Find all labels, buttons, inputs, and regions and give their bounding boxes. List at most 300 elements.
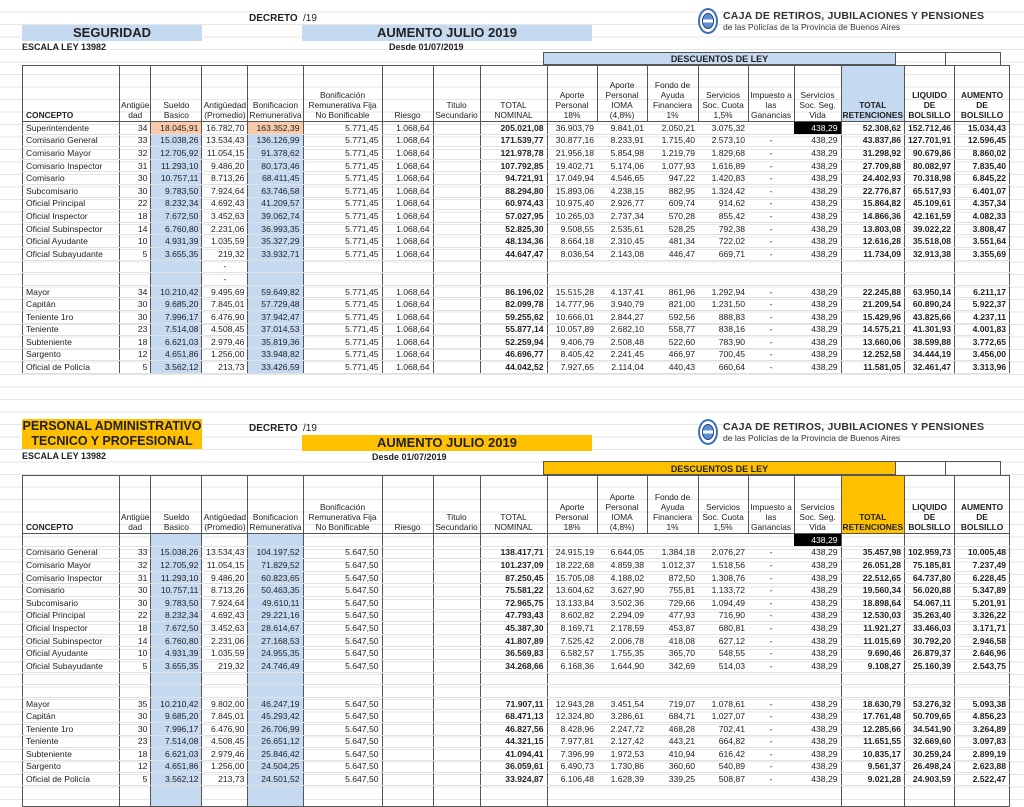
cell-fondo-ayuda[interactable]: 477,93 — [647, 609, 698, 622]
cell-total-nominal[interactable]: 45.387,30 — [480, 622, 547, 635]
cell-titulo-secundario[interactable] — [433, 685, 480, 698]
cell-impuesto-ganancias[interactable]: - — [748, 773, 794, 786]
cell-bonificacion-fija[interactable]: 5.647,50 — [303, 609, 382, 622]
cell-riesgo[interactable] — [382, 710, 433, 723]
cell-servicios-seg-vida[interactable]: 438,29 — [794, 323, 841, 336]
cell-riesgo[interactable] — [382, 534, 433, 547]
cell-total-nominal[interactable]: 44.042,52 — [480, 361, 547, 374]
cell-total-nominal[interactable] — [480, 273, 547, 286]
cell-sueldo-basico[interactable]: 10.757,11 — [151, 172, 202, 185]
cell-antiguedad-promedio[interactable]: 7.845,01 — [202, 710, 248, 723]
cell-impuesto-ganancias[interactable]: - — [748, 184, 794, 197]
cell-bonificacion-remunerativa[interactable]: 71.829,52 — [248, 559, 303, 572]
cell-titulo-secundario[interactable] — [433, 298, 480, 311]
cell-riesgo[interactable]: 1.068,64 — [382, 247, 433, 260]
cell-aumento-bolsillo[interactable]: 2.646,96 — [955, 647, 1010, 660]
cell-liquido-bolsillo[interactable]: 34.541,90 — [905, 722, 955, 735]
cell-aumento-bolsillo[interactable]: 5.201,91 — [955, 596, 1010, 609]
cell-antiguedad-promedio[interactable]: 6.476,90 — [202, 310, 248, 323]
cell-aumento-bolsillo[interactable]: 6.401,07 — [955, 184, 1010, 197]
cell-titulo-secundario[interactable] — [433, 609, 480, 622]
cell-servicios-seg-vida[interactable]: 438,29 — [794, 659, 841, 672]
cell-bonificacion-fija[interactable] — [303, 273, 382, 286]
cell-titulo-secundario[interactable] — [433, 197, 480, 210]
cell-riesgo[interactable] — [382, 634, 433, 647]
cell-sueldo-basico[interactable]: 18.045,91 — [151, 122, 202, 135]
cell-bonificacion-remunerativa[interactable]: 37.014,53 — [248, 323, 303, 336]
cell-bonificacion-fija[interactable] — [303, 785, 382, 806]
cell-total-retenciones[interactable]: 19.560,34 — [841, 584, 905, 597]
col-header-riesgo[interactable]: Riesgo — [382, 476, 433, 534]
cell-total-nominal[interactable]: 138.417,71 — [480, 546, 547, 559]
cell-fondo-ayuda[interactable]: 1.715,40 — [647, 134, 698, 147]
cell-servicios-seg-vida[interactable]: 438,29 — [794, 735, 841, 748]
cell-concepto[interactable]: Sargento — [23, 760, 120, 773]
cell-aporte-personal[interactable]: 17.049,94 — [547, 172, 597, 185]
cell-sueldo-basico[interactable]: 10.757,11 — [151, 584, 202, 597]
cell-servicios-seg-vida[interactable]: 438,29 — [794, 722, 841, 735]
cell-sueldo-basico[interactable] — [151, 672, 202, 685]
cell-liquido-bolsillo[interactable]: 42.161,59 — [905, 210, 955, 223]
cell-titulo-secundario[interactable] — [433, 748, 480, 761]
cell-impuesto-ganancias[interactable] — [748, 122, 794, 135]
cell-aporte-ioma[interactable]: 8.233,91 — [597, 134, 647, 147]
cell-total-nominal[interactable]: 41.807,89 — [480, 634, 547, 647]
cell-antiguedad[interactable]: 5 — [120, 773, 151, 786]
cell-aporte-ioma[interactable]: 9.841,01 — [597, 122, 647, 135]
cell-sueldo-basico[interactable]: 4.651,86 — [151, 760, 202, 773]
cell-fondo-ayuda[interactable]: 1.384,18 — [647, 546, 698, 559]
col-header-servicios-cuota[interactable]: Servicios Soc. Cuota 1,5% — [698, 66, 748, 122]
cell-bonificacion-fija[interactable]: 5.771,45 — [303, 247, 382, 260]
cell-titulo-secundario[interactable] — [433, 571, 480, 584]
cell-total-retenciones[interactable]: 12.252,58 — [841, 348, 905, 361]
cell-total-retenciones[interactable]: 22.512,65 — [841, 571, 905, 584]
cell-antiguedad[interactable]: 12 — [120, 760, 151, 773]
cell-total-nominal[interactable]: 94.721,91 — [480, 172, 547, 185]
cell-concepto[interactable]: Comisario — [23, 584, 120, 597]
cell-servicios-seg-vida[interactable]: 438,29 — [794, 247, 841, 260]
cell-total-nominal[interactable]: 205.021,08 — [480, 122, 547, 135]
cell-bonificacion-remunerativa[interactable]: 91.378,62 — [248, 147, 303, 160]
cell-liquido-bolsillo[interactable]: 25.160,39 — [905, 659, 955, 672]
cell-antiguedad-promedio[interactable]: 4.508,45 — [202, 323, 248, 336]
cell-antiguedad[interactable] — [120, 534, 151, 547]
cell-riesgo[interactable]: 1.068,64 — [382, 172, 433, 185]
cell-concepto[interactable]: Oficial Principal — [23, 609, 120, 622]
cell-total-nominal[interactable]: 88.294,80 — [480, 184, 547, 197]
cell-titulo-secundario[interactable] — [433, 159, 480, 172]
cell-liquido-bolsillo[interactable]: 32.669,60 — [905, 735, 955, 748]
cell-servicios-cuota[interactable] — [698, 273, 748, 286]
cell-servicios-seg-vida[interactable]: 438,29 — [794, 596, 841, 609]
col-header-antiguedad[interactable]: Antigüe dad — [120, 476, 151, 534]
cell-total-retenciones[interactable]: 13.660,06 — [841, 336, 905, 349]
cell-aporte-ioma[interactable]: 2.508,48 — [597, 336, 647, 349]
cell-concepto[interactable]: Comisario General — [23, 134, 120, 147]
cell-riesgo[interactable] — [382, 596, 433, 609]
cell-servicios-seg-vida[interactable]: 438,29 — [794, 348, 841, 361]
cell-concepto[interactable] — [23, 260, 120, 273]
cell-antiguedad-promedio[interactable]: 3.452,63 — [202, 622, 248, 635]
cell-bonificacion-remunerativa[interactable]: 24.955,35 — [248, 647, 303, 660]
cell-riesgo[interactable] — [382, 584, 433, 597]
cell-total-retenciones[interactable]: 9.021,28 — [841, 773, 905, 786]
cell-servicios-seg-vida[interactable]: 438,29 — [794, 235, 841, 248]
cell-total-retenciones[interactable] — [841, 273, 905, 286]
cell-aporte-ioma[interactable]: 4.188,02 — [597, 571, 647, 584]
cell-liquido-bolsillo[interactable]: 30.259,24 — [905, 748, 955, 761]
cell-liquido-bolsillo[interactable]: 34.444,19 — [905, 348, 955, 361]
cell-riesgo[interactable] — [382, 773, 433, 786]
cell-antiguedad-promedio[interactable]: 13.534,43 — [202, 134, 248, 147]
cell-aumento-bolsillo[interactable]: 3.355,69 — [955, 247, 1010, 260]
cell-total-nominal[interactable]: 72.965,75 — [480, 596, 547, 609]
cell-antiguedad[interactable]: 35 — [120, 697, 151, 710]
cell-concepto[interactable]: Capitán — [23, 710, 120, 723]
cell-sueldo-basico[interactable] — [151, 785, 202, 806]
cell-antiguedad-promedio[interactable]: 9.486,20 — [202, 159, 248, 172]
cell-fondo-ayuda[interactable]: 684,71 — [647, 710, 698, 723]
cell-concepto[interactable]: Oficial Inspector — [23, 210, 120, 223]
cell-aporte-ioma[interactable]: 3.286,61 — [597, 710, 647, 723]
cell-aumento-bolsillo[interactable]: 3.264,89 — [955, 722, 1010, 735]
cell-servicios-cuota[interactable]: 702,41 — [698, 722, 748, 735]
cell-fondo-ayuda[interactable] — [647, 534, 698, 547]
cell-liquido-bolsillo[interactable]: 56.020,88 — [905, 584, 955, 597]
cell-aumento-bolsillo[interactable] — [955, 534, 1010, 547]
cell-bonificacion-fija[interactable] — [303, 534, 382, 547]
cell-servicios-cuota[interactable] — [698, 534, 748, 547]
cell-aporte-ioma[interactable]: 2.143,08 — [597, 247, 647, 260]
cell-aumento-bolsillo[interactable]: 2.899,19 — [955, 748, 1010, 761]
cell-servicios-seg-vida[interactable]: 438,29 — [794, 647, 841, 660]
cell-sueldo-basico[interactable]: 7.672,50 — [151, 622, 202, 635]
cell-antiguedad-promedio[interactable]: 7.924,64 — [202, 184, 248, 197]
cell-aporte-ioma[interactable]: 1.644,90 — [597, 659, 647, 672]
cell-servicios-cuota[interactable]: 664,82 — [698, 735, 748, 748]
cell-bonificacion-fija[interactable]: 5.647,50 — [303, 659, 382, 672]
cell-antiguedad[interactable] — [120, 672, 151, 685]
cell-fondo-ayuda[interactable]: 719,07 — [647, 697, 698, 710]
cell-impuesto-ganancias[interactable]: - — [748, 634, 794, 647]
cell-servicios-cuota[interactable]: 1.231,50 — [698, 298, 748, 311]
cell-aporte-ioma[interactable]: 4.238,15 — [597, 184, 647, 197]
cell-aumento-bolsillo[interactable]: 3.456,00 — [955, 348, 1010, 361]
cell-titulo-secundario[interactable] — [433, 134, 480, 147]
cell-aporte-personal[interactable]: 10.975,40 — [547, 197, 597, 210]
cell-fondo-ayuda[interactable]: 339,25 — [647, 773, 698, 786]
cell-liquido-bolsillo[interactable]: 35.263,40 — [905, 609, 955, 622]
cell-servicios-seg-vida[interactable] — [794, 273, 841, 286]
cell-total-retenciones[interactable]: 52.308,62 — [841, 122, 905, 135]
cell-total-retenciones[interactable] — [841, 685, 905, 698]
cell-total-nominal[interactable]: 101.237,09 — [480, 559, 547, 572]
cell-liquido-bolsillo[interactable]: 45.109,61 — [905, 197, 955, 210]
cell-aumento-bolsillo[interactable] — [955, 672, 1010, 685]
cell-aumento-bolsillo[interactable]: 5.922,37 — [955, 298, 1010, 311]
cell-total-nominal[interactable]: 36.569,83 — [480, 647, 547, 660]
cell-concepto[interactable]: Sargento — [23, 348, 120, 361]
cell-fondo-ayuda[interactable]: 342,69 — [647, 659, 698, 672]
cell-liquido-bolsillo[interactable]: 54.067,11 — [905, 596, 955, 609]
cell-fondo-ayuda[interactable]: 592,56 — [647, 310, 698, 323]
cell-bonificacion-fija[interactable]: 5.771,45 — [303, 210, 382, 223]
cell-aporte-personal[interactable]: 21.956,18 — [547, 147, 597, 160]
cell-riesgo[interactable]: 1.068,64 — [382, 159, 433, 172]
cell-titulo-secundario[interactable] — [433, 622, 480, 635]
cell-aporte-personal[interactable]: 8.036,54 — [547, 247, 597, 260]
cell-aporte-personal[interactable]: 14.777,96 — [547, 298, 597, 311]
cell-titulo-secundario[interactable] — [433, 722, 480, 735]
cell-aporte-ioma[interactable]: 2.247,72 — [597, 722, 647, 735]
cell-riesgo[interactable] — [382, 609, 433, 622]
cell-liquido-bolsillo[interactable]: 32.913,38 — [905, 247, 955, 260]
cell-impuesto-ganancias[interactable]: - — [748, 748, 794, 761]
cell-fondo-ayuda[interactable] — [647, 273, 698, 286]
cell-servicios-cuota[interactable]: 1.094,49 — [698, 596, 748, 609]
cell-total-nominal[interactable]: 59.255,62 — [480, 310, 547, 323]
cell-aumento-bolsillo[interactable]: 7.835,40 — [955, 159, 1010, 172]
cell-aporte-personal[interactable]: 30.877,16 — [547, 134, 597, 147]
cell-bonificacion-remunerativa[interactable]: 46.247,19 — [248, 697, 303, 710]
cell-aporte-ioma[interactable]: 4.859,38 — [597, 559, 647, 572]
cell-bonificacion-fija[interactable]: 5.771,45 — [303, 147, 382, 160]
cell-impuesto-ganancias[interactable]: - — [748, 298, 794, 311]
cell-titulo-secundario[interactable] — [433, 310, 480, 323]
cell-titulo-secundario[interactable] — [433, 584, 480, 597]
cell-sueldo-basico[interactable]: 9.685,20 — [151, 710, 202, 723]
cell-antiguedad[interactable]: 30 — [120, 298, 151, 311]
cell-impuesto-ganancias[interactable]: - — [748, 571, 794, 584]
cell-bonificacion-remunerativa[interactable]: 27.168,53 — [248, 634, 303, 647]
cell-aporte-ioma[interactable]: 3.451,54 — [597, 697, 647, 710]
cell-concepto[interactable]: Capitán — [23, 298, 120, 311]
cell-antiguedad[interactable] — [120, 785, 151, 806]
cell-antiguedad-promedio[interactable]: 1.256,00 — [202, 348, 248, 361]
cell-bonificacion-remunerativa[interactable]: 24.746,49 — [248, 659, 303, 672]
cell-liquido-bolsillo[interactable]: 60.890,24 — [905, 298, 955, 311]
cell-antiguedad-promedio[interactable]: 1.035,59 — [202, 647, 248, 660]
cell-servicios-cuota[interactable]: 540,89 — [698, 760, 748, 773]
cell-aporte-ioma[interactable]: 5.174,06 — [597, 159, 647, 172]
cell-riesgo[interactable] — [382, 546, 433, 559]
cell-antiguedad[interactable] — [120, 273, 151, 286]
cell-aumento-bolsillo[interactable]: 6.845,22 — [955, 172, 1010, 185]
cell-aporte-ioma[interactable]: 2.682,10 — [597, 323, 647, 336]
cell-servicios-cuota[interactable] — [698, 785, 748, 806]
cell-total-nominal[interactable] — [480, 534, 547, 547]
cell-antiguedad-promedio[interactable] — [202, 534, 248, 547]
cell-sueldo-basico[interactable]: 8.232,34 — [151, 609, 202, 622]
cell-impuesto-ganancias[interactable]: - — [748, 659, 794, 672]
cell-bonificacion-remunerativa[interactable]: 24.501,52 — [248, 773, 303, 786]
cell-antiguedad[interactable]: 30 — [120, 722, 151, 735]
cell-aporte-ioma[interactable] — [597, 534, 647, 547]
cell-aumento-bolsillo[interactable]: 5.093,38 — [955, 697, 1010, 710]
cell-antiguedad[interactable]: 14 — [120, 222, 151, 235]
cell-fondo-ayuda[interactable]: 755,81 — [647, 584, 698, 597]
cell-total-retenciones[interactable]: 14.866,36 — [841, 210, 905, 223]
cell-aporte-ioma[interactable]: 1.755,35 — [597, 647, 647, 660]
cell-liquido-bolsillo[interactable]: 127.701,91 — [905, 134, 955, 147]
cell-aporte-ioma[interactable]: 6.644,05 — [597, 546, 647, 559]
cell-antiguedad[interactable]: 34 — [120, 285, 151, 298]
cell-riesgo[interactable] — [382, 685, 433, 698]
cell-titulo-secundario[interactable] — [433, 235, 480, 248]
cell-aporte-personal[interactable]: 6.168,36 — [547, 659, 597, 672]
col-header-total-retenciones[interactable]: TOTAL RETENCIONES — [841, 66, 905, 122]
cell-aporte-personal[interactable]: 36.903,79 — [547, 122, 597, 135]
cell-bonificacion-fija[interactable]: 5.647,50 — [303, 710, 382, 723]
cell-aporte-personal[interactable]: 8.169,71 — [547, 622, 597, 635]
cell-liquido-bolsillo[interactable]: 43.825,66 — [905, 310, 955, 323]
cell-sueldo-basico[interactable]: 12.705,92 — [151, 147, 202, 160]
cell-sueldo-basico[interactable]: 9.685,20 — [151, 298, 202, 311]
col-header-impuesto-ganancias[interactable]: Impuesto a las Ganancias — [748, 66, 794, 122]
cell-bonificacion-remunerativa[interactable]: 26.706,99 — [248, 722, 303, 735]
cell-servicios-cuota[interactable]: 838,16 — [698, 323, 748, 336]
cell-fondo-ayuda[interactable]: 558,77 — [647, 323, 698, 336]
cell-antiguedad-promedio[interactable]: 9.495,69 — [202, 285, 248, 298]
cell-antiguedad-promedio[interactable]: 7.845,01 — [202, 298, 248, 311]
cell-antiguedad-promedio[interactable]: 219,32 — [202, 247, 248, 260]
cell-servicios-seg-vida[interactable]: 438,29 — [794, 147, 841, 160]
cell-antiguedad[interactable]: 30 — [120, 710, 151, 723]
cell-fondo-ayuda[interactable] — [647, 685, 698, 698]
cell-riesgo[interactable] — [382, 571, 433, 584]
cell-total-retenciones[interactable]: 12.285,66 — [841, 722, 905, 735]
col-header-aporte-personal[interactable]: Aporte Personal 18% — [547, 476, 597, 534]
cell-bonificacion-remunerativa[interactable]: 33.932,71 — [248, 247, 303, 260]
cell-antiguedad[interactable]: 31 — [120, 571, 151, 584]
cell-servicios-cuota[interactable]: 716,90 — [698, 609, 748, 622]
cell-riesgo[interactable] — [382, 722, 433, 735]
cell-total-nominal[interactable]: 82.099,78 — [480, 298, 547, 311]
cell-antiguedad-promedio[interactable]: 219,32 — [202, 659, 248, 672]
cell-servicios-cuota[interactable]: 514,03 — [698, 659, 748, 672]
cell-fondo-ayuda[interactable]: 609,74 — [647, 197, 698, 210]
cell-servicios-seg-vida[interactable]: 438,29 — [794, 609, 841, 622]
cell-bonificacion-remunerativa[interactable]: 29.221,16 — [248, 609, 303, 622]
cell-impuesto-ganancias[interactable]: - — [748, 285, 794, 298]
cell-impuesto-ganancias[interactable]: - — [748, 336, 794, 349]
cell-riesgo[interactable]: 1.068,64 — [382, 336, 433, 349]
cell-total-retenciones[interactable]: 14.575,21 — [841, 323, 905, 336]
cell-servicios-seg-vida[interactable]: 438,29 — [794, 584, 841, 597]
cell-titulo-secundario[interactable] — [433, 596, 480, 609]
cell-liquido-bolsillo[interactable] — [905, 534, 955, 547]
cell-aumento-bolsillo[interactable]: 3.171,71 — [955, 622, 1010, 635]
cell-sueldo-basico[interactable]: 3.562,12 — [151, 773, 202, 786]
cell-total-nominal[interactable]: 71.907,11 — [480, 697, 547, 710]
cell-titulo-secundario[interactable] — [433, 773, 480, 786]
cell-servicios-cuota[interactable]: 1.518,56 — [698, 559, 748, 572]
cell-antiguedad-promedio[interactable] — [202, 685, 248, 698]
cell-aporte-personal[interactable]: 6.582,57 — [547, 647, 597, 660]
cell-concepto[interactable]: Superintendente — [23, 122, 120, 135]
cell-fondo-ayuda[interactable]: 947,22 — [647, 172, 698, 185]
cell-servicios-cuota[interactable]: 508,87 — [698, 773, 748, 786]
cell-servicios-seg-vida[interactable]: 438,29 — [794, 184, 841, 197]
cell-aporte-personal[interactable]: 7.396,99 — [547, 748, 597, 761]
cell-servicios-cuota[interactable]: 2.573,10 — [698, 134, 748, 147]
cell-servicios-cuota[interactable]: 1.027,07 — [698, 710, 748, 723]
cell-total-retenciones[interactable]: 11.015,69 — [841, 634, 905, 647]
col-header-total-retenciones[interactable]: TOTAL RETENCIONES — [841, 476, 905, 534]
cell-impuesto-ganancias[interactable]: - — [748, 722, 794, 735]
cell-servicios-cuota[interactable]: 914,62 — [698, 197, 748, 210]
cell-bonificacion-remunerativa[interactable] — [248, 260, 303, 273]
cell-aporte-ioma[interactable]: 3.940,79 — [597, 298, 647, 311]
cell-bonificacion-fija[interactable] — [303, 260, 382, 273]
cell-bonificacion-fija[interactable]: 5.647,50 — [303, 697, 382, 710]
cell-antiguedad[interactable] — [120, 685, 151, 698]
cell-bonificacion-remunerativa[interactable]: 39.062,74 — [248, 210, 303, 223]
cell-bonificacion-remunerativa[interactable]: 59.649,82 — [248, 285, 303, 298]
cell-servicios-seg-vida[interactable]: 438,29 — [794, 773, 841, 786]
col-header-riesgo[interactable]: Riesgo — [382, 66, 433, 122]
cell-aporte-personal[interactable]: 7.977,81 — [547, 735, 597, 748]
cell-servicios-seg-vida[interactable]: 438,29 — [794, 310, 841, 323]
cell-antiguedad[interactable]: 32 — [120, 559, 151, 572]
cell-riesgo[interactable]: 1.068,64 — [382, 134, 433, 147]
cell-titulo-secundario[interactable] — [433, 672, 480, 685]
cell-sueldo-basico[interactable]: 6.760,80 — [151, 634, 202, 647]
cell-bonificacion-fija[interactable]: 5.647,50 — [303, 722, 382, 735]
cell-servicios-seg-vida[interactable]: 438,29 — [794, 222, 841, 235]
cell-aporte-personal[interactable]: 6.490,73 — [547, 760, 597, 773]
cell-fondo-ayuda[interactable]: 468,28 — [647, 722, 698, 735]
cell-total-retenciones[interactable]: 11.651,55 — [841, 735, 905, 748]
cell-impuesto-ganancias[interactable]: - — [748, 710, 794, 723]
cell-fondo-ayuda[interactable]: 410,94 — [647, 748, 698, 761]
col-header-titulo-secundario[interactable]: Titulo Secundario — [433, 476, 480, 534]
cell-antiguedad-promedio[interactable]: 16.782,70 — [202, 122, 248, 135]
cell-riesgo[interactable]: 1.068,64 — [382, 184, 433, 197]
cell-titulo-secundario[interactable] — [433, 760, 480, 773]
cell-impuesto-ganancias[interactable]: - — [748, 222, 794, 235]
cell-total-nominal[interactable]: 48.134,36 — [480, 235, 547, 248]
cell-impuesto-ganancias[interactable]: - — [748, 197, 794, 210]
col-header-total-nominal[interactable]: TOTAL NOMINAL — [480, 476, 547, 534]
col-header-aporte-personal[interactable]: Aporte Personal 18% — [547, 66, 597, 122]
cell-bonificacion-fija[interactable] — [303, 672, 382, 685]
cell-sueldo-basico[interactable]: 12.705,92 — [151, 559, 202, 572]
cell-sueldo-basico[interactable]: 11.293,10 — [151, 159, 202, 172]
cell-servicios-cuota[interactable]: 627,12 — [698, 634, 748, 647]
col-header-aumento-bolsillo[interactable]: AUMENTO DE BOLSILLO — [955, 476, 1010, 534]
cell-servicios-seg-vida[interactable]: 438,29 — [794, 122, 841, 135]
cell-aporte-ioma[interactable] — [597, 260, 647, 273]
cell-aporte-personal[interactable] — [547, 685, 597, 698]
cell-fondo-ayuda[interactable] — [647, 785, 698, 806]
cell-aporte-personal[interactable]: 9.508,55 — [547, 222, 597, 235]
cell-sueldo-basico[interactable]: 9.783,50 — [151, 596, 202, 609]
cell-bonificacion-fija[interactable]: 5.771,45 — [303, 184, 382, 197]
cell-bonificacion-remunerativa[interactable] — [248, 273, 303, 286]
cell-concepto[interactable]: Oficial Ayudante — [23, 647, 120, 660]
cell-concepto[interactable]: Oficial Inspector — [23, 622, 120, 635]
cell-titulo-secundario[interactable] — [433, 659, 480, 672]
cell-titulo-secundario[interactable] — [433, 147, 480, 160]
cell-aporte-personal[interactable]: 7.525,42 — [547, 634, 597, 647]
cell-impuesto-ganancias[interactable]: - — [748, 134, 794, 147]
cell-total-retenciones[interactable]: 24.402,93 — [841, 172, 905, 185]
cell-liquido-bolsillo[interactable]: 102.959,73 — [905, 546, 955, 559]
col-header-bonificacion-fija[interactable]: Bonificación Remunerativa Fija No Bonificable — [303, 66, 382, 122]
cell-aporte-ioma[interactable]: 1.730,86 — [597, 760, 647, 773]
